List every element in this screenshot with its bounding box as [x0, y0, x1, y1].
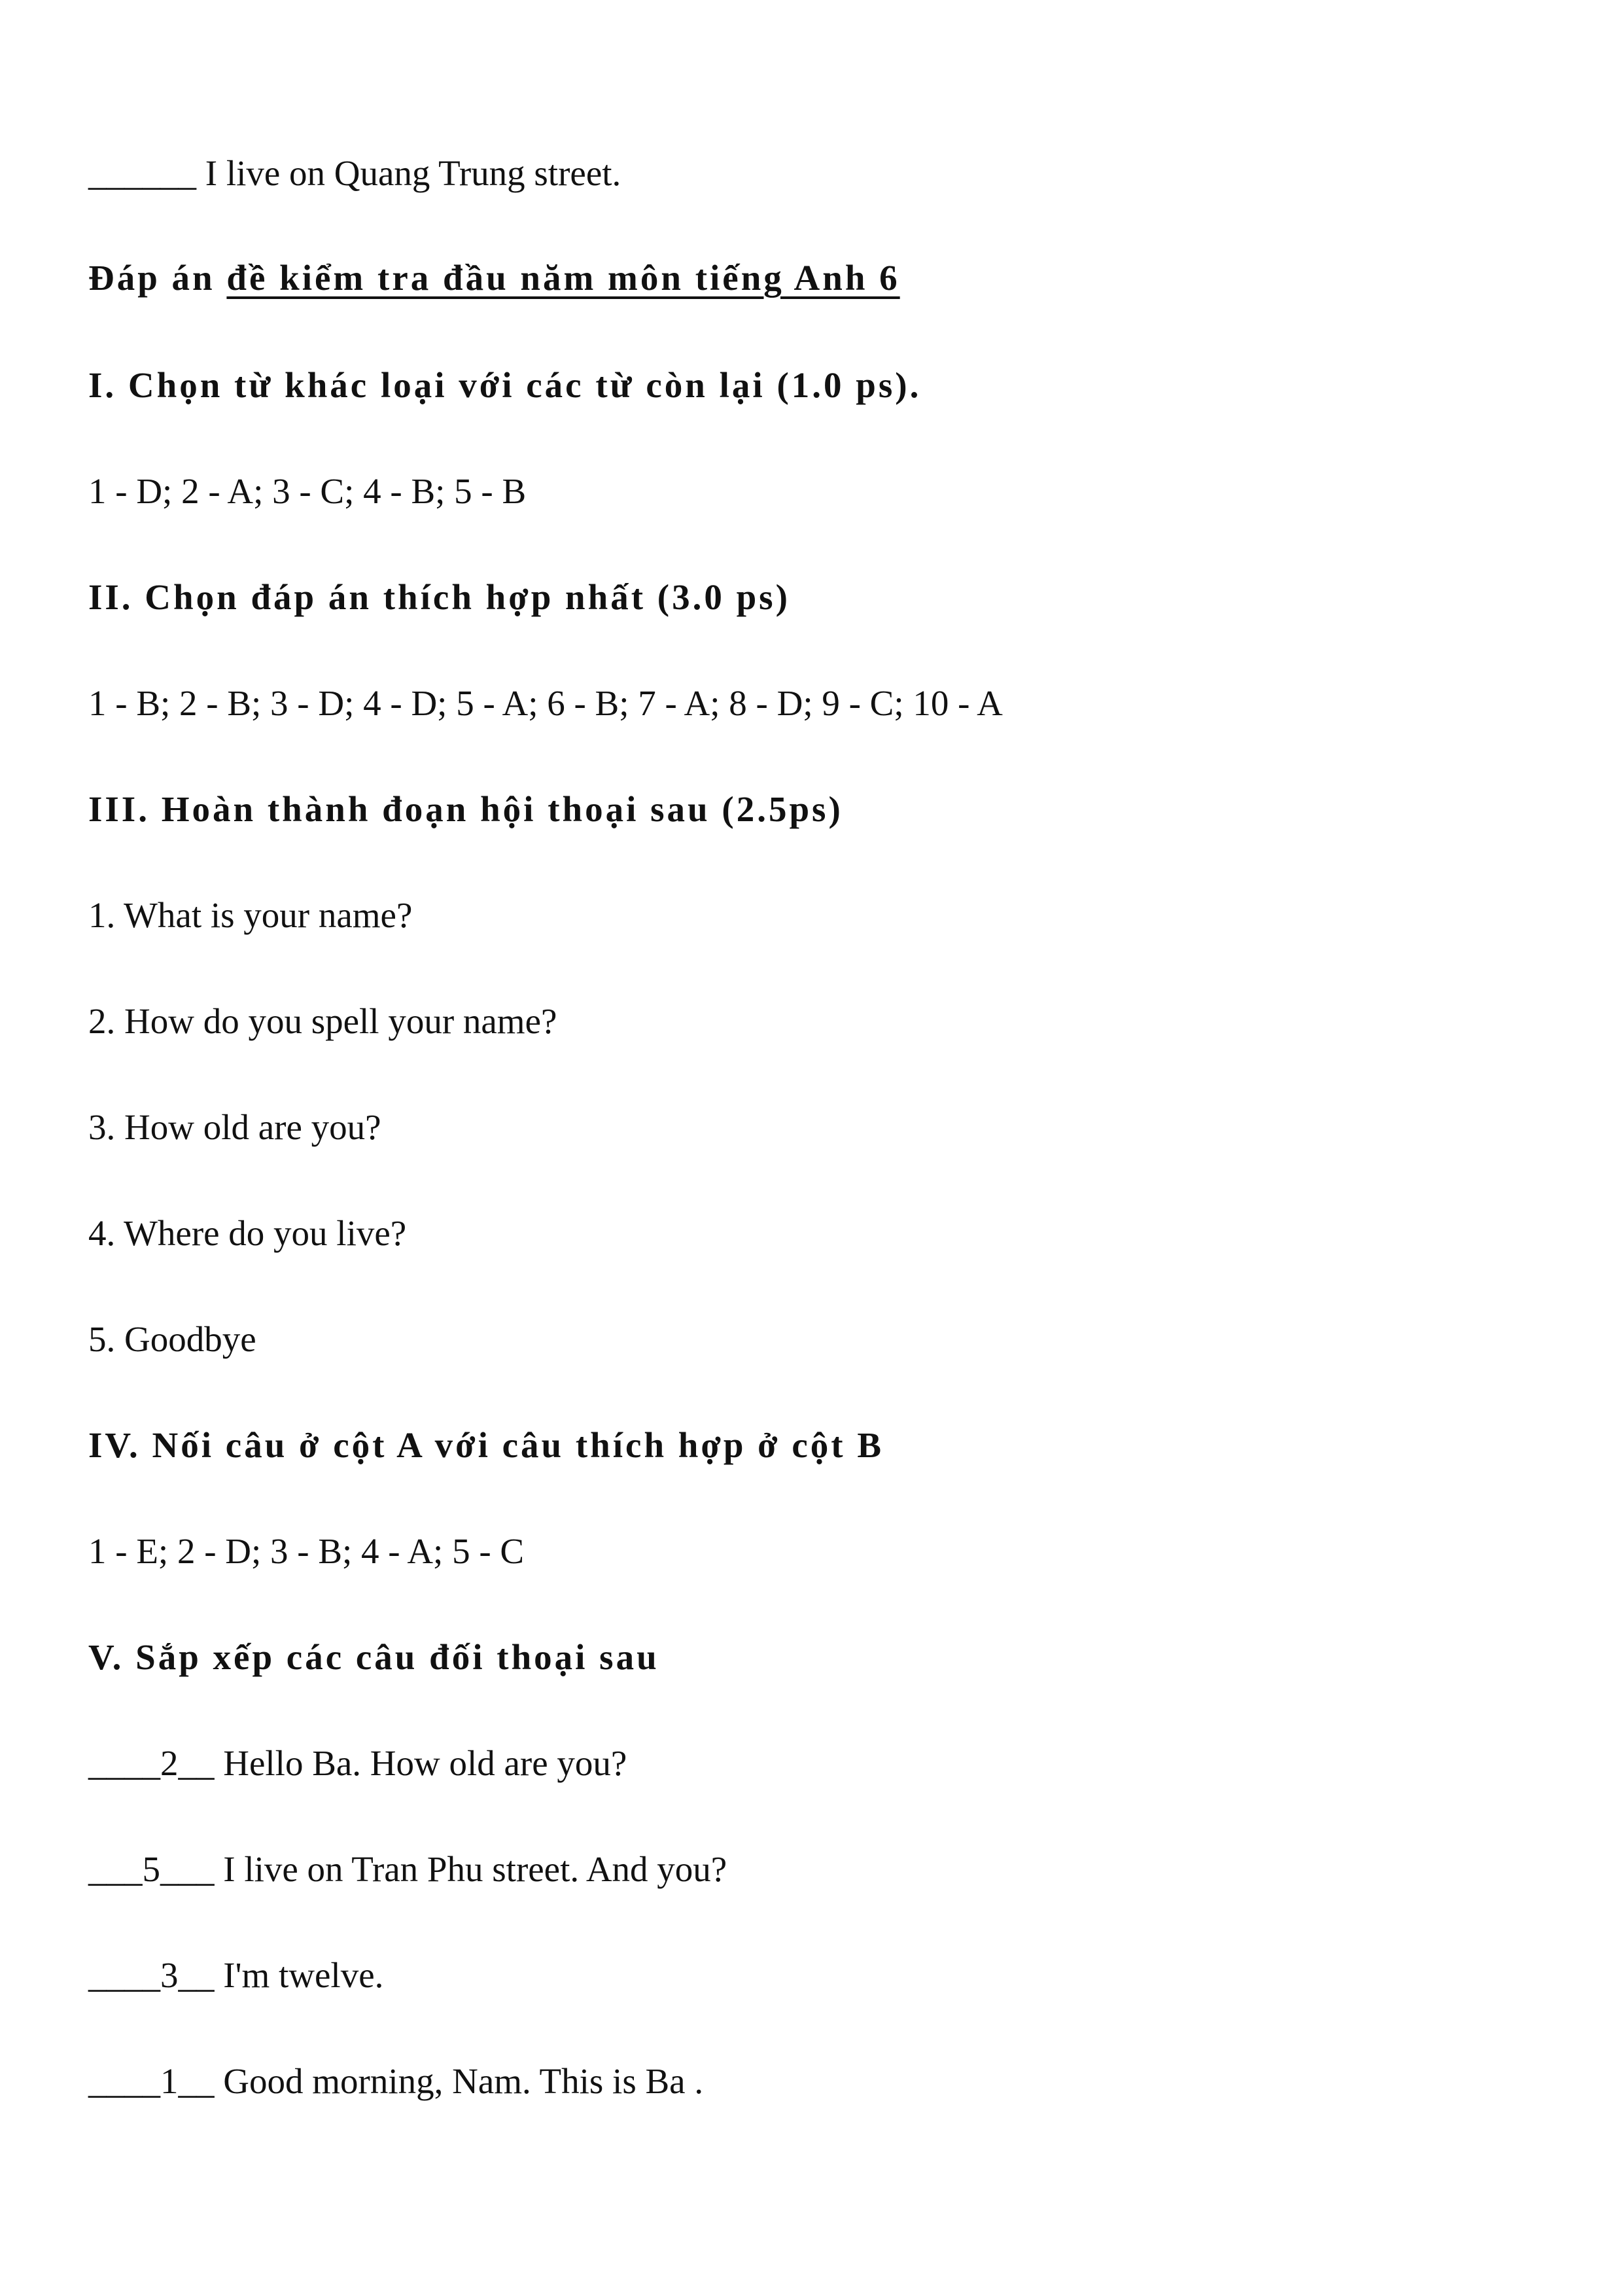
section-5-item: ___5___ I live on Tran Phu street. And you?	[88, 1849, 727, 1889]
title-prefix: Đáp án	[88, 258, 227, 298]
section-3-item: 4. Where do you live?	[88, 1213, 407, 1253]
section-2-heading: II. Chọn đáp án thích hợp nhất (3.0 ps)	[88, 577, 790, 617]
section-3-item: 3. How old are you?	[88, 1107, 381, 1147]
section-1-heading: I. Chọn từ khác loại với các từ còn lại (1.0 ps).	[88, 365, 922, 405]
section-5-item: ____2__ Hello Ba. How old are you?	[88, 1743, 627, 1783]
section-5-item: ____3__ I'm twelve.	[88, 1955, 384, 1995]
section-3-item: 2. How do you spell your name?	[88, 1001, 557, 1041]
section-2-answers: 1 - B; 2 - B; 3 - D; 4 - D; 5 - A; 6 - B; 7 - A; 8 - D; 9 - C; 10 - A	[88, 683, 1003, 723]
section-5-heading: V. Sắp xếp các câu đối thoại sau	[88, 1637, 659, 1677]
section-3-item: 1. What is your name?	[88, 895, 413, 935]
section-4-heading: IV. Nối câu ở cột A với câu thích hợp ở cột B	[88, 1425, 884, 1465]
title-underlined: đề kiểm tra đầu năm môn tiếng Anh 6	[226, 258, 900, 298]
section-3-item: 5. Goodbye	[88, 1319, 256, 1359]
section-5-item: ____1__ Good morning, Nam. This is Ba .	[88, 2061, 704, 2101]
answer-key-title	[88, 256, 900, 300]
section-4-answers: 1 - E; 2 - D; 3 - B; 4 - A; 5 - C	[88, 1531, 525, 1571]
section-3-heading: III. Hoàn thành đoạn hội thoại sau (2.5ps)	[88, 789, 843, 829]
section-1-answers: 1 - D; 2 - A; 3 - C; 4 - B; 5 - B	[88, 471, 527, 511]
top-line: ______ I live on Quang Trung street.	[88, 153, 621, 193]
